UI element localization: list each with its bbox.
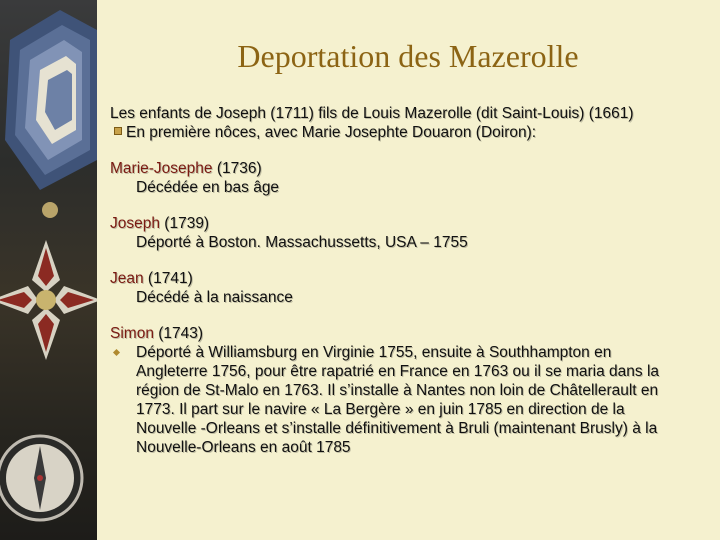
- child-heading: [110, 214, 680, 233]
- child-note-bullet: [110, 343, 680, 457]
- child-year: (1739): [159, 215, 210, 232]
- intro-marriage-text: En première nôces, avec Marie Josephte Douaron (Doiron):: [126, 124, 537, 141]
- child-note: Déporté à Boston. Massachussetts, USA – 1755: [136, 234, 468, 251]
- child-entry: [110, 324, 680, 457]
- order-cross-icon: [0, 240, 97, 360]
- child-year: (1741): [143, 270, 193, 287]
- child-heading: [110, 324, 680, 343]
- child-entry: [110, 214, 680, 252]
- child-year: (1736): [212, 160, 262, 177]
- slide-title: Deportation des Mazerolle: [237, 38, 579, 74]
- child-year: (1743): [153, 325, 204, 342]
- slide-content: [110, 104, 680, 457]
- child-heading: [110, 269, 680, 288]
- intro-line: Les enfants de Joseph (1711) fils de Louis Mazerolle (dit Saint-Louis) (1661): [110, 105, 634, 122]
- compass-icon: [0, 436, 82, 520]
- child-entry: [110, 269, 680, 307]
- child-note: Déporté à Williamsburg en Virginie 1755, ensuite à Southhampton en Angleterre 1756, pour être rapatrié en France en 1763 ou il se maria dans la région de St-Malo en 1763. Il s’installe à Nantes non loin de Châtellerault en 1773. Il part sur le navire « La Bergère » en juin 1785 en direction de la Nouvelle -Orleans et s’installe définitivement à Bruli (maintenant Brusly) à la Nouvelle-Orleans en août 1785: [136, 344, 660, 456]
- decorative-side-image: [0, 0, 97, 540]
- child-name: Joseph: [110, 215, 160, 232]
- child-name: Jean: [110, 270, 144, 287]
- child-name: Simon: [110, 325, 154, 342]
- child-entry: [110, 159, 680, 197]
- square-bullet-icon: [114, 127, 122, 135]
- diamond-bullet-icon: [113, 349, 120, 356]
- intro-line-marriage: [114, 123, 680, 142]
- medal-ribbon-icon: [5, 10, 97, 218]
- child-note: Décédée en bas âge: [136, 179, 280, 196]
- child-heading: [110, 159, 680, 178]
- child-note: Décédé à la naissance: [136, 289, 293, 306]
- child-name: Marie-Josephe: [110, 160, 213, 177]
